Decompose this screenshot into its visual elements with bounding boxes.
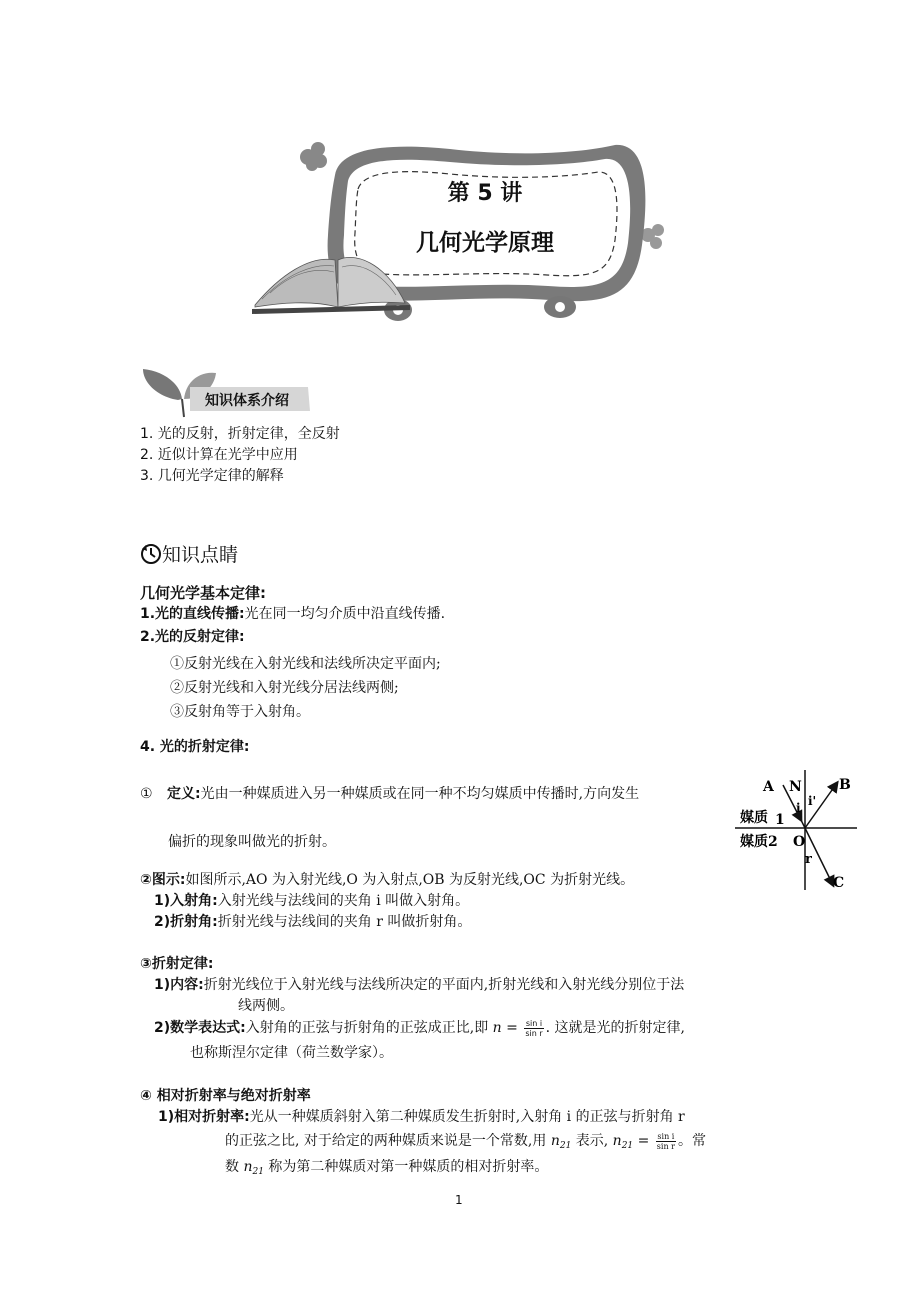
law4-label: 4. 光的折射定律: xyxy=(140,739,250,755)
math-text: 入射角的正弦与折射角的正弦成正比,即 xyxy=(245,1020,489,1036)
math-expression xyxy=(154,1018,685,1038)
refraction-text: 折射光线与法线间的夹角 r 叫做折射角。 xyxy=(217,914,472,930)
refresh-icon xyxy=(140,543,162,565)
subscript-21: 21 xyxy=(621,1141,634,1151)
refraction-diagram xyxy=(735,765,860,895)
section-heading: 知识点睛 xyxy=(162,544,239,566)
clover-icon xyxy=(300,142,327,171)
law2-item: ③反射角等于入射角。 xyxy=(170,704,310,720)
label-i: i xyxy=(796,801,801,815)
relative-text-line2 xyxy=(225,1131,706,1156)
intro-item: 3. 几何光学定律的解释 xyxy=(140,468,284,484)
symbol-n: n xyxy=(243,1159,253,1175)
fraction-numerator: sin i xyxy=(657,1131,675,1141)
law-label: ③折射定律: xyxy=(140,956,214,972)
intro-item: 1. 光的反射，折射定律，全反射 xyxy=(140,426,340,442)
label-b: B xyxy=(839,777,851,793)
incidence-label: 1)入射角: xyxy=(154,893,218,909)
figure-text: 如图所示,AO 为入射光线,O 为入射点,OB 为反射光线,OC 为折射光线。 xyxy=(185,872,635,888)
law1 xyxy=(140,604,445,624)
definition-text: 光由一种媒质进入另一种媒质或在同一种不均匀媒质中传播时,方向发生 xyxy=(200,786,640,802)
law1-text: 光在同一均匀介质中沿直线传播. xyxy=(244,606,446,622)
symbol-n: n xyxy=(612,1133,622,1149)
subsection-title: 几何光学基本定律: xyxy=(140,584,266,602)
symbol-n: n xyxy=(550,1133,560,1149)
label-medium-2: 媒质2 xyxy=(740,834,778,850)
incidence-text: 入射光线与法线间的夹角 i 叫做入射角。 xyxy=(217,893,470,909)
figure-label: ②图示: xyxy=(140,872,186,888)
incidence-angle xyxy=(154,891,469,911)
label-c: C xyxy=(833,875,845,891)
subscript-21: 21 xyxy=(559,1141,572,1151)
math-tail: . 这就是光的折射定律, xyxy=(545,1020,685,1036)
relative-text-2b: 表示, xyxy=(575,1133,609,1149)
label-n: N xyxy=(789,779,802,795)
intro-item: 2. 近似计算在光学中应用 xyxy=(140,447,298,463)
equals-sign: = xyxy=(637,1133,650,1149)
subscript-21: 21 xyxy=(252,1167,264,1177)
relative-text-2c: 。常 xyxy=(677,1133,706,1149)
symbol-n: n xyxy=(492,1020,502,1036)
symbol-n21 xyxy=(243,1159,263,1175)
relative-label: 1)相对折射率: xyxy=(158,1109,250,1125)
definition xyxy=(140,784,639,804)
law-content xyxy=(154,975,684,995)
relative-text: 光从一种媒质斜射入第二种媒质发生折射时,入射角 i 的正弦与折射角 r xyxy=(249,1109,685,1125)
page-number: 1 xyxy=(455,1193,463,1207)
label-medium-1: 媒质 xyxy=(740,810,768,826)
label-r: r xyxy=(805,852,812,867)
law2-item: ②反射光线和入射光线分居法线两侧; xyxy=(170,680,399,696)
equals-sign: = xyxy=(506,1020,518,1036)
law1-label: 1.光的直线传播: xyxy=(140,606,245,622)
snell-fraction xyxy=(524,1019,543,1038)
label-o: O xyxy=(793,834,806,850)
symbol-n21 xyxy=(613,1133,633,1149)
refraction-angle xyxy=(154,912,471,932)
label-a: A xyxy=(763,779,774,795)
math-text-cont: 也称斯涅尔定律（荷兰数学家）。 xyxy=(190,1045,393,1061)
math-label: 2)数学表达式: xyxy=(154,1020,246,1036)
label-one: 1 xyxy=(775,812,785,828)
law2-item: ①反射光线在入射光线和法线所决定平面内; xyxy=(170,656,441,672)
fraction-numerator: sin i xyxy=(525,1018,543,1028)
content-text: 折射光线位于入射光线与法线所决定的平面内,折射光线和入射光线分别位于法 xyxy=(203,977,685,993)
refraction-label: 2)折射角: xyxy=(154,914,218,930)
lecture-number: 第 5 讲 xyxy=(447,181,523,206)
label-i-prime: i' xyxy=(808,794,817,808)
page-title: 几何光学原理 xyxy=(416,230,554,256)
clover-icon xyxy=(641,224,664,249)
relative-text-2a: 的正弦之比, 对于给定的两种媒质来说是一个常数,用 xyxy=(225,1133,547,1149)
relative-text-line3 xyxy=(225,1157,548,1182)
relative-fraction xyxy=(656,1132,676,1151)
law2-label: 2.光的反射定律: xyxy=(140,629,245,645)
symbol-n21 xyxy=(551,1133,571,1149)
definition-text-cont: 偏折的现象叫做光的折射。 xyxy=(168,834,336,850)
content-label: 1)内容: xyxy=(154,977,204,993)
intro-badge-label: 知识体系介绍 xyxy=(205,393,289,409)
definition-number: ① xyxy=(140,786,153,802)
relative-index xyxy=(158,1107,685,1127)
relative-index-title: ④ 相对折射率与绝对折射率 xyxy=(140,1088,311,1104)
definition-label: 定义: xyxy=(167,786,201,802)
relative-text-3b: 称为第二种媒质对第一种媒质的相对折射率。 xyxy=(268,1159,549,1175)
figure-description xyxy=(140,870,634,890)
relative-text-3a: 数 xyxy=(225,1159,239,1175)
content-text-cont: 线两侧。 xyxy=(238,998,294,1014)
fraction-denominator: sin r xyxy=(656,1141,675,1151)
fraction-denominator: sin r xyxy=(525,1028,543,1038)
